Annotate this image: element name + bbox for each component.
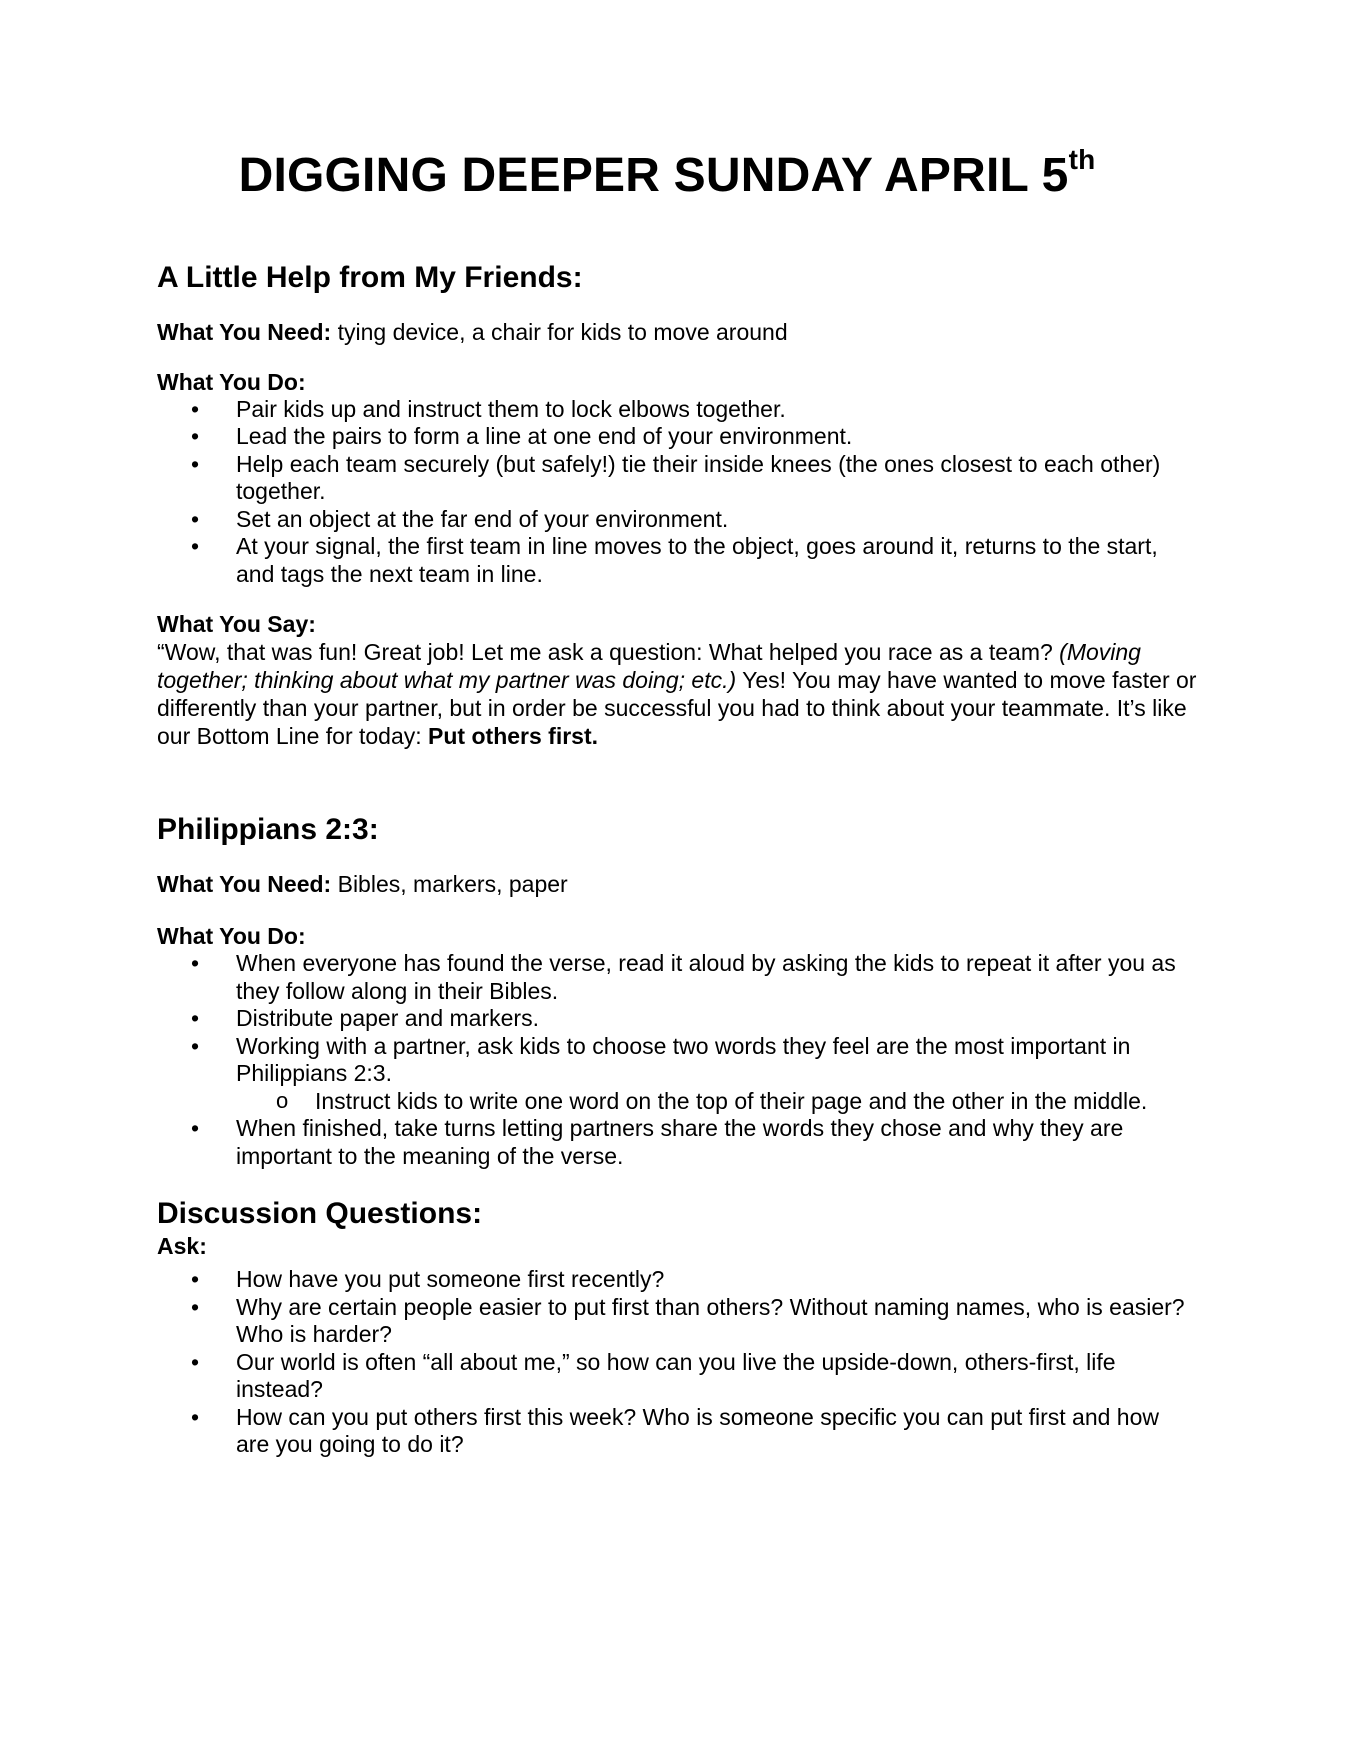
list-item: • Pair kids up and instruct them to lock elbows together. (191, 395, 786, 422)
bullet-icon: • (191, 1348, 200, 1375)
what-you-need (157, 870, 1197, 898)
what-you-do-label: What You Do: (157, 923, 306, 950)
ask-label: Ask: (157, 1233, 207, 1260)
section-heading: Philippians 2:3: (157, 813, 379, 847)
bottom-line: Put others first. (428, 723, 599, 750)
do-list (157, 950, 1197, 1170)
title-superscript: th (1068, 144, 1096, 175)
list-item: • When everyone has found the verse, read it aloud by asking the kids to repeat it after you as they follow along in their Bibles. (191, 950, 1176, 1004)
say-italic: (Moving together; thinking about what my partner was doing; etc.) (157, 639, 1141, 694)
bullet-icon: • (191, 533, 200, 560)
list-item: • Our world is often “all about me,” so how can you live the upside-down, others-first, life instead? (191, 1348, 1116, 1403)
bullet-icon: • (191, 423, 200, 450)
list-item: • How can you put others first this week? Who is someone specific you can put first and how are you going to do it? (191, 1403, 1159, 1458)
bullet-icon: • (191, 1293, 200, 1320)
section-philippians (157, 812, 1197, 1170)
question-list (157, 1266, 1197, 1459)
sub-list (236, 1088, 1197, 1116)
bullet-icon: • (191, 950, 200, 977)
circle-bullet-icon: o (276, 1087, 289, 1113)
document-page (157, 144, 1197, 1459)
bullet-icon: • (191, 1005, 200, 1032)
list-item: • Help each team securely (but safely!) tie their inside knees (the ones closest to each other) together. (191, 450, 1161, 505)
what-you-say-text: “Wow, that was fun! Great job! Let me ask a question: What helped you race as a team? (Moving together; thinking about what my partner was doing; etc.) Yes! You may have wanted to move faster or differently than your partner, but in order be successful you had to think about your teammate. It’s like our Bottom Line for today: Put others first. (157, 639, 1197, 750)
section-heading: Discussion Questions: (157, 1197, 483, 1231)
bullet-icon: • (191, 1266, 200, 1293)
what-you-do-label: What You Do: (157, 368, 306, 395)
what-you-say-label: What You Say: (157, 611, 316, 638)
bullet-icon: • (191, 505, 200, 532)
page-title (137, 144, 1197, 203)
list-item: • Why are certain people easier to put first than others? Without naming names, who is easier? Who is harder? (191, 1293, 1185, 1348)
do-list (157, 396, 1197, 589)
section-discussion (157, 1196, 1197, 1459)
list-item: • Distribute paper and markers. (191, 1005, 539, 1032)
sub-list-item: o Instruct kids to write one word on the top of their page and the other in the middle. (276, 1087, 1148, 1114)
bullet-icon: • (191, 395, 200, 422)
list-item: • At your signal, the first team in line moves to the object, goes around it, returns to the start, and tags the next team in line. (191, 533, 1158, 587)
what-you-need (157, 318, 1197, 346)
need-text: tying device, a chair for kids to move around (331, 318, 788, 345)
section-little-help (157, 260, 1197, 751)
need-label: What You Need: (157, 871, 332, 898)
need-label: What You Need: (157, 318, 332, 345)
list-item: • When finished, take turns letting partners share the words they chose and why they are important to the meaning of the verse. (191, 1115, 1124, 1169)
section-heading: A Little Help from My Friends: (157, 260, 583, 294)
bullet-icon: • (191, 1403, 200, 1430)
list-item: • Lead the pairs to form a line at one end of your environment. (191, 423, 853, 450)
bullet-icon: • (191, 1032, 200, 1059)
list-item: • How have you put someone first recently? (191, 1266, 665, 1293)
bullet-icon: • (191, 1115, 200, 1142)
list-item: • Working with a partner, ask kids to choose two words they feel are the most important in Philippians 2:3. o Instruct kids to write one word on the top of their page and the other in the middle. (236, 1033, 1197, 1116)
bullet-icon: • (191, 450, 200, 477)
need-text: Bibles, markers, paper (331, 871, 568, 898)
title-text: DIGGING DEEPER SUNDAY APRIL 5 (238, 149, 1069, 202)
list-item: • Set an object at the far end of your environment. (191, 505, 729, 532)
